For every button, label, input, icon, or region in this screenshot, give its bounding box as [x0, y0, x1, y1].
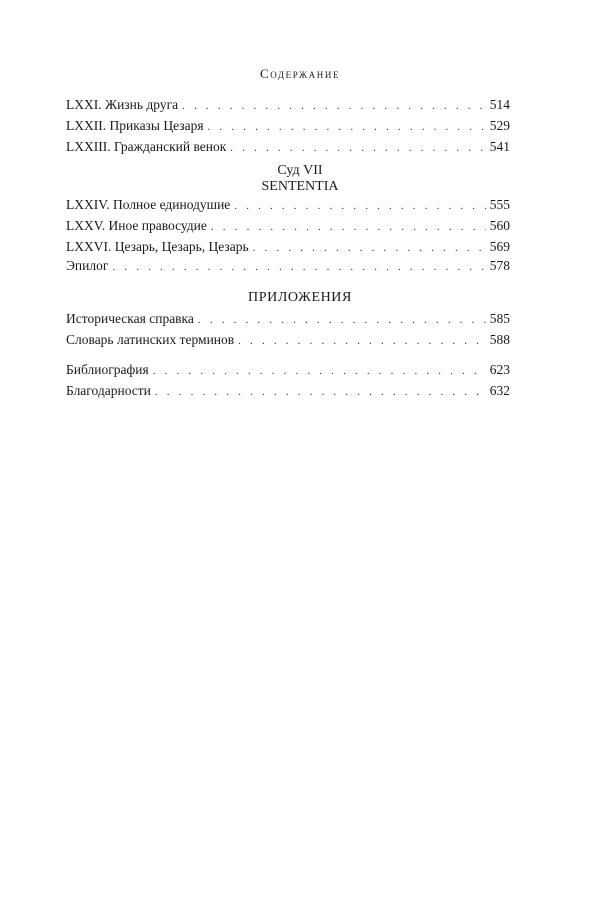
toc-entry-title: LXXI. Жизнь друга [66, 97, 179, 112]
toc-entry[interactable] [66, 359, 510, 380]
toc-entry[interactable] [66, 380, 510, 401]
toc-entry-title: Эпилог [66, 258, 109, 273]
toc-entry-page: 541 [489, 139, 510, 154]
toc-entry-epilogue[interactable] [66, 255, 510, 276]
toc-entry-page: 632 [489, 383, 510, 398]
toc-group-chapters-71-73 [66, 94, 510, 157]
toc-group-back-matter [66, 359, 510, 401]
dot-leader [208, 117, 486, 138]
toc-entry-page: 585 [489, 311, 510, 326]
toc-entry-page: 560 [489, 218, 510, 233]
toc-group-appendix [66, 308, 510, 350]
dot-leader [182, 96, 486, 117]
toc-entry-page: 623 [489, 362, 510, 377]
toc-entry-title: LXXIII. Гражданский венок [66, 139, 227, 154]
toc-group-epilogue [66, 255, 510, 276]
toc-entry[interactable] [66, 94, 510, 115]
toc-entry-title: LXXV. Иное правосудие [66, 218, 207, 233]
toc-entry-page: 588 [489, 332, 510, 347]
dot-leader [153, 361, 486, 382]
toc-entry-title: Словарь латинских терминов [66, 332, 235, 347]
toc-entry-title: LXXVI. Цезарь, Цезарь, Цезарь [66, 239, 249, 254]
running-head: Содержание [259, 66, 341, 81]
toc-entry-title: Историческая справка [66, 311, 194, 326]
part-heading-line1: Суд VII [277, 163, 323, 178]
dot-leader [238, 331, 486, 352]
toc-entry[interactable] [66, 236, 510, 257]
toc-entry-title: Библиография [66, 362, 149, 377]
dot-leader [230, 138, 485, 159]
toc-entry-title: LXXIV. Полное единодушие [66, 197, 231, 212]
toc-entry-page: 555 [489, 197, 510, 212]
dot-leader [112, 257, 485, 278]
toc-entry[interactable] [66, 115, 510, 136]
toc-entry-page: 578 [489, 258, 510, 273]
toc-entry-page: 529 [489, 118, 510, 133]
dot-leader [211, 217, 486, 238]
toc-group-chapters-74-76 [66, 194, 510, 257]
toc-entry-title: LXXII. Приказы Цезаря [66, 118, 204, 133]
dot-leader [234, 196, 485, 217]
dot-leader [198, 310, 486, 331]
appendix-heading: ПРИЛОЖЕНИЯ [248, 290, 352, 305]
dot-leader [155, 382, 486, 403]
toc-entry[interactable] [66, 194, 510, 215]
toc-entry[interactable] [66, 329, 510, 350]
toc-entry[interactable] [66, 136, 510, 157]
toc-entry-page: 569 [489, 239, 510, 254]
part-heading-line2: SENTENTIA [261, 179, 339, 194]
toc-entry[interactable] [66, 215, 510, 236]
toc-entry-title: Благодарности [66, 383, 151, 398]
toc-entry-page: 514 [489, 97, 510, 112]
toc-entry[interactable] [66, 308, 510, 329]
